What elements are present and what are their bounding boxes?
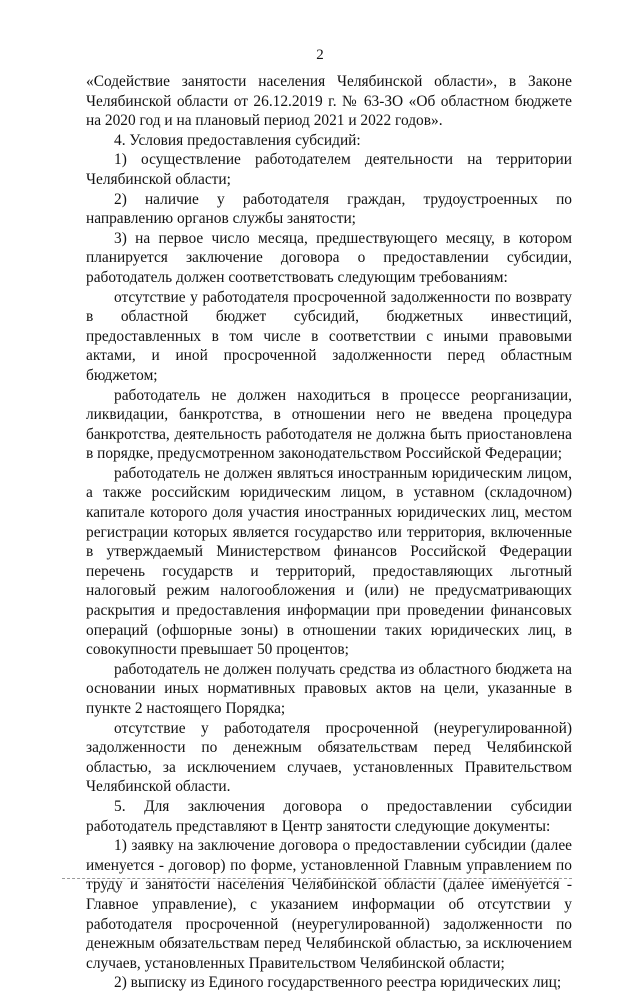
paragraph-section-5-heading: 5. Для заключения договора о предоставлении субсидии работодатель представляют в Центр занятости следующие документы: bbox=[86, 797, 572, 835]
paragraph-requirement-not-foreign: работодатель не должен являться иностранным юридическим лицом, а также российским юридическим лицом, в уставном (складочном) капитале которого доля участия иностранных юридических лиц, местом регистрации которых является государство или территория, включенные в утверждаемый Министерством финансов Российской Федерации перечень государств и территорий, предоставляющих льготный налоговый режим налогообложения и (или) не предусматривающих раскрытия и предоставления информации при проведении финансовых операций (офшорные зоны) в отношении таких юридических лиц, в совокупности превышает 50 процентов; bbox=[86, 464, 572, 659]
document-body bbox=[86, 72, 572, 993]
paragraph-intro-continuation: «Содействие занятости населения Челябинской области», в Законе Челябинской области от 26.12.2019 г. № 63-ЗО «Об областном бюджете на 2020 год и на плановый период 2021 и 2022 годов». bbox=[86, 73, 572, 130]
paragraph-requirement-no-other-funding: работодатель не должен получать средства из областного бюджета на основании иных нормативных правовых актов на цели, указанные в пункте 2 настоящего Порядка; bbox=[86, 660, 572, 717]
paragraph-condition-2: 2) наличие у работодателя граждан, трудоустроенных по направлению органов службы занятости; bbox=[86, 190, 572, 228]
paragraph-document-1: 1) заявку на заключение договора о предоставлении субсидии (далее именуется - договор) по форме, установленной Главным управлением по труду и занятости населения Челябинской области (далее именуется - Главное управление), с указанием информации об отсутствии у работодателя просроченной (неурегулированной) задолженности по денежным обязательствам перед Челябинской областью, за исключением случаев, установленных Правительством Челябинской области; bbox=[86, 837, 572, 972]
paragraph-requirement-no-reorganization: работодатель не должен находиться в процессе реорганизации, ликвидации, банкротства, в отношении него не введена процедура банкротства, деятельность работодателя не должна быть приостановлена в порядке, предусмотренном законодательством Российской Федерации; bbox=[86, 386, 572, 463]
paragraph-condition-1: 1) осуществление работодателем деятельности на территории Челябинской области; bbox=[86, 151, 572, 188]
bottom-divider bbox=[62, 878, 572, 879]
paragraph-requirement-no-debt: отсутствие у работодателя просроченной задолженности по возврату в областной бюджет субсидий, бюджетных инвестиций, предоставленных в том числе в соответствии с иными правовыми актами, и иной просроченной задолженности перед областным бюджетом; bbox=[86, 288, 572, 384]
page-number: 2 bbox=[316, 47, 324, 63]
paragraph-section-4-heading: 4. Условия предоставления субсидий: bbox=[114, 131, 361, 149]
paragraph-condition-3: 3) на первое число месяца, предшествующего месяцу, в котором планируется заключение договора о предоставлении субсидии, работодатель должен соответствовать следующим требованиям: bbox=[86, 229, 572, 286]
paragraph-requirement-no-overdue-obligations: отсутствие у работодателя просроченной (неурегулированной) задолженности по денежным обязательствам перед Челябинской областью, за исключением случаев, установленных Правительством Челябинской области. bbox=[86, 719, 572, 796]
paragraph-document-2: 2) выписку из Единого государственного реестра юридических лиц; bbox=[114, 974, 562, 992]
